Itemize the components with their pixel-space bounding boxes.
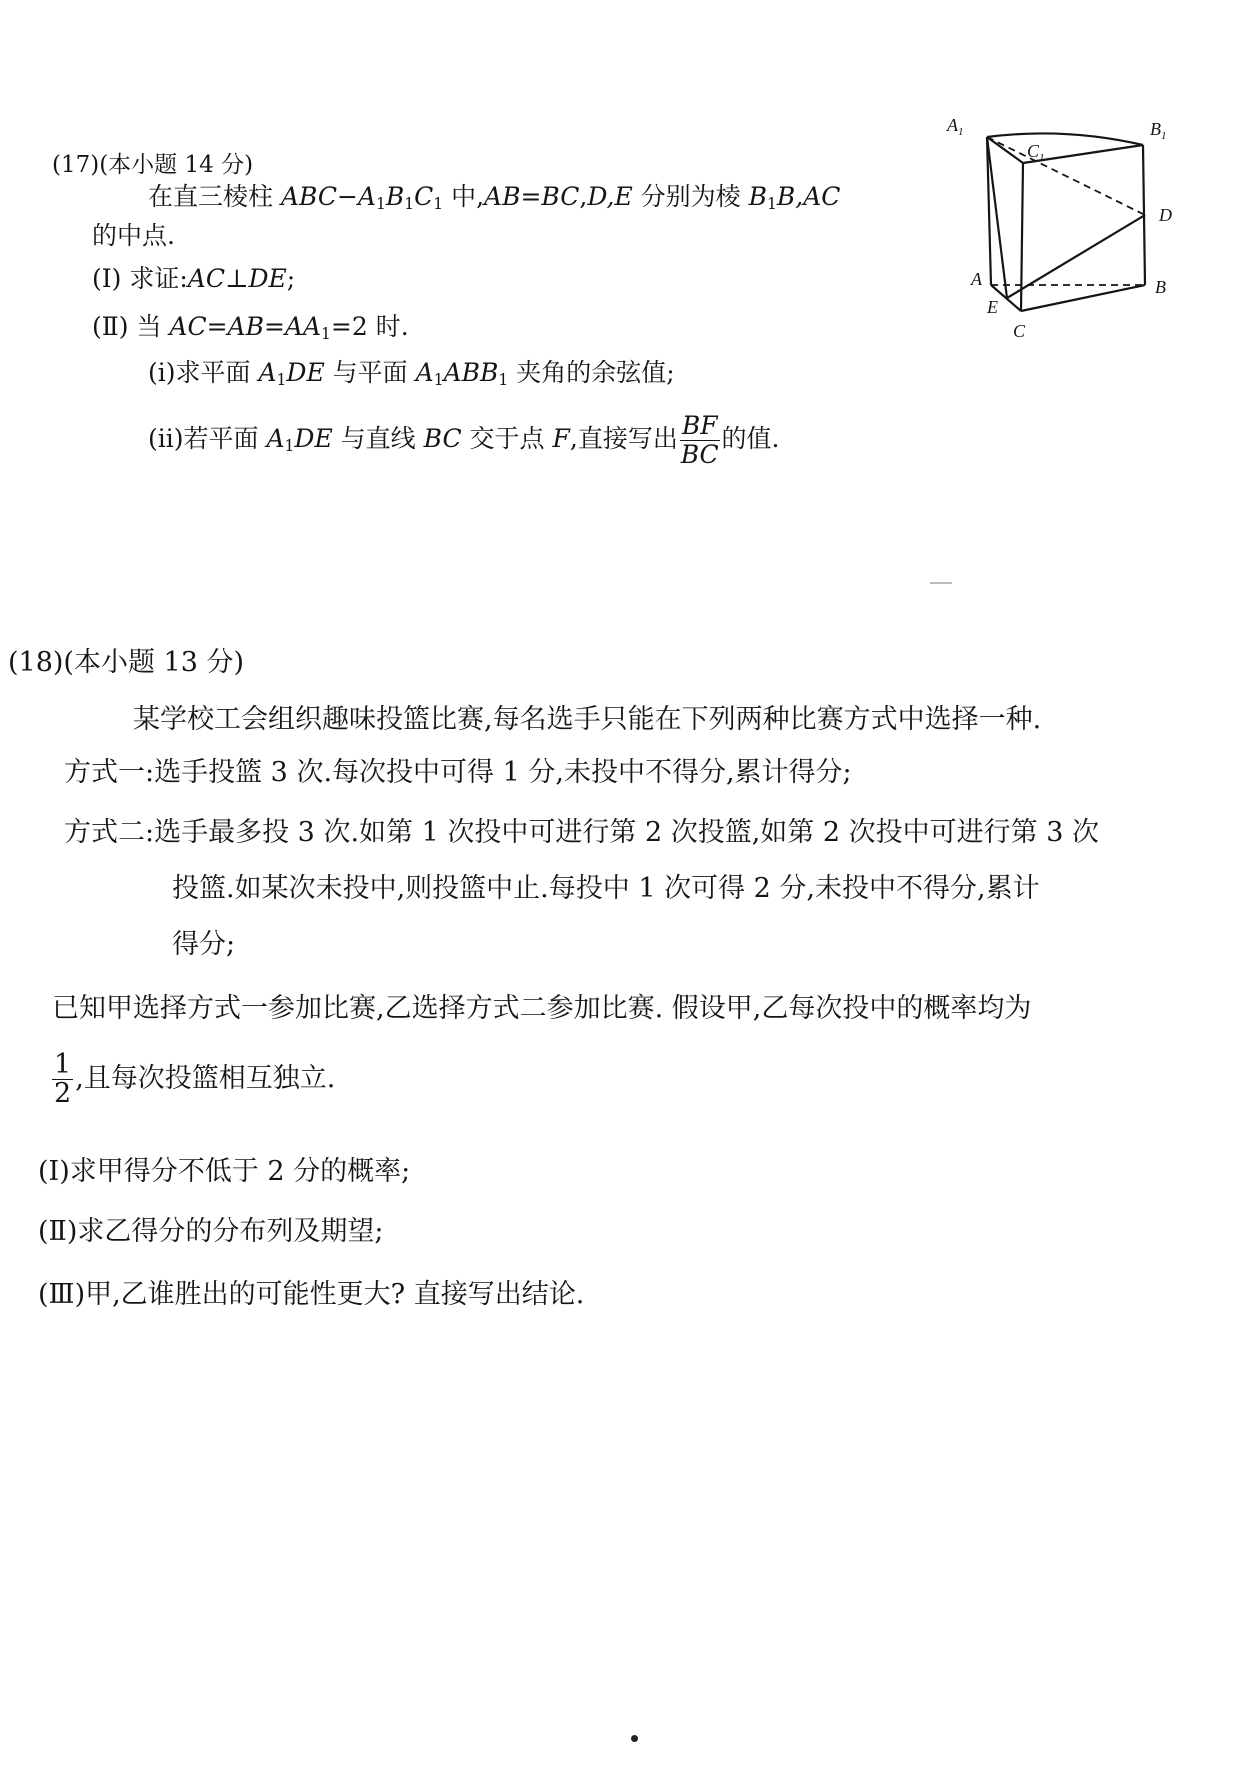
- q18-mode-1: 方式一:选手投篮 3 次.每次投中可得 1 分,未投中不得分,累计得分;: [64, 757, 852, 788]
- label-e: E: [987, 297, 998, 317]
- q18-part-3: (Ⅲ)甲,乙谁胜出的可能性更大? 直接写出结论.: [38, 1279, 585, 1310]
- prism-figure: [945, 115, 1185, 360]
- q18-part-2: (Ⅱ)求乙得分的分布列及期望;: [38, 1216, 384, 1247]
- fraction-one-half: $\frac{1}{2}$: [54, 1049, 72, 1109]
- scan-mark: [930, 582, 952, 584]
- q17-stem-end: 的中点.: [92, 221, 175, 250]
- q17-part-2: (Ⅱ) 当 $AC=AB=AA_1=2$ 时.: [92, 312, 409, 343]
- q17-sub-i: (ⅰ)求平面 $A_1DE$ 与平面 $A_1ABB_1$ 夹角的余弦值;: [148, 358, 675, 389]
- q17-sub-ii: (ⅱ)若平面 $A_1DE$ 与直线 BC 交于点 F,直接写出 $\frac{BF}{BC}$ 的值.: [148, 411, 780, 469]
- edge-c-b: [1021, 285, 1145, 311]
- q18-given-end: $\frac{1}{2}$ ,且每次投篮相互独立.: [54, 1049, 336, 1109]
- label-b1: $B_1$: [1150, 119, 1167, 142]
- label-a1: $A_1$: [947, 115, 964, 138]
- page-dot: [631, 1735, 638, 1742]
- fraction-bf-bc: $\frac{BF}{BC}$: [680, 411, 719, 469]
- q18-part-1: (Ⅰ)求甲得分不低于 2 分的概率;: [38, 1156, 411, 1187]
- q17-stem: 在直三棱柱 $ABC-A_1B_1C_1$ 中,AB=BC,D,E 分别为棱 $B_1B,AC$: [148, 182, 841, 213]
- edge-a1-c1: [987, 137, 1023, 163]
- label-c1: $C_1$: [1027, 141, 1045, 164]
- edge-a1-b1: [987, 133, 1143, 145]
- q18-mode-2-line-1: 方式二:选手最多投 3 次.如第 1 次投中可进行第 2 次投篮,如第 2 次投中可进行第 3 次: [64, 817, 1099, 848]
- label-b: B: [1155, 277, 1166, 297]
- label-c: C: [1013, 321, 1026, 341]
- q18-header: (18)(本小题 13 分): [8, 647, 245, 678]
- q17-header: (17)(本小题 14 分): [52, 152, 254, 178]
- q17-part-1: (Ⅰ) 求证:AC⊥DE;: [92, 264, 296, 293]
- label-a: A: [971, 269, 982, 289]
- q18-mode-2-line-3: 得分;: [172, 929, 236, 960]
- q18-intro: 某学校工会组织趣味投篮比赛,每名选手只能在下列两种比赛方式中选择一种.: [133, 704, 1042, 735]
- q18-given: 已知甲选择方式一参加比赛,乙选择方式二参加比赛. 假设甲,乙每次投中的概率均为: [52, 993, 1032, 1024]
- label-d: D: [1159, 205, 1172, 225]
- q18-mode-2-line-2: 投篮.如某次未投中,则投篮中止.每投中 1 次可得 2 分,未投中不得分,累计: [172, 873, 1040, 904]
